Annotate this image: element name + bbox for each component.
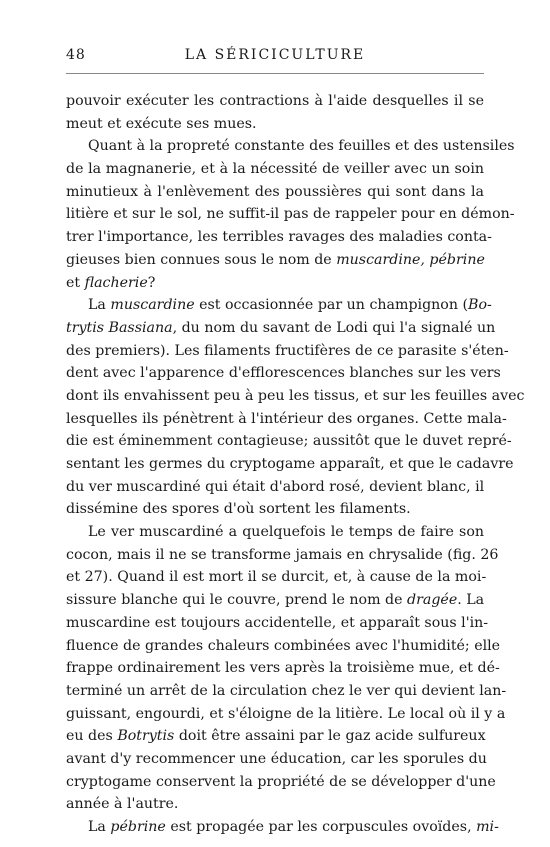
text-run: La <box>88 297 111 314</box>
text-run: est occasionnée par un champignon ( <box>194 297 469 314</box>
text-run: dissémine des spores d'où sortent les filaments. <box>66 501 411 518</box>
text-run: ? <box>147 274 156 291</box>
text-run: pouvoir exécuter les contractions à l'aide desquelles il se <box>66 93 484 109</box>
text-line <box>66 612 489 635</box>
text-run: meut et exécute ses mues. <box>66 115 257 132</box>
text-line <box>66 135 515 158</box>
text-run: , du nom du savant de Lodi qui l'a signalé un <box>172 319 496 336</box>
text-run: Quant à la propreté constante des feuilles et des ustensiles <box>88 138 515 155</box>
text-line <box>66 635 501 658</box>
text-run: du ver muscardiné qui était d'abord rosé, devient blanc, il <box>66 478 485 495</box>
text-run: sentant les germes du cryptogame apparaît, et que le cadavre <box>66 456 514 472</box>
text-run: trer l'importance, les terribles ravages des maladies conta- <box>66 229 492 246</box>
text-run: sissure blanche qui le couvre, prend le nom de <box>66 592 408 609</box>
text-line <box>66 203 515 226</box>
text-line <box>66 657 500 680</box>
text-line <box>66 340 509 363</box>
text-line <box>66 249 484 272</box>
text-line <box>66 317 496 340</box>
italic-term: trytis Bassiana <box>66 319 173 336</box>
text-line <box>66 703 506 726</box>
text-run: fluence de grandes chaleurs combinées avec l'humidité; elle <box>66 637 501 654</box>
text-line <box>66 158 484 181</box>
italic-term: muscardine, pébrine <box>336 251 485 268</box>
text-run: eu des <box>66 728 118 745</box>
text-line <box>66 793 484 816</box>
text-run: est propagée par les corpuscules ovoïdes, <box>165 819 477 835</box>
italic-term: dragée <box>407 592 458 609</box>
text-line <box>66 90 484 113</box>
text-line <box>66 181 484 204</box>
text-line <box>66 725 484 748</box>
text-run: frappe ordinairement les vers après la troisième mue, et dé- <box>66 660 500 677</box>
text-line <box>66 498 484 521</box>
text-line <box>66 113 484 136</box>
text-run: guissant, engourdi, et s'éloigne de la litière. Le local où il y a <box>66 705 506 722</box>
text-line <box>66 272 484 295</box>
text-run: Le ver muscardiné a quelquefois le temps de faire son <box>88 524 484 541</box>
text-line <box>66 544 499 567</box>
italic-term: muscardine <box>110 297 195 314</box>
text-run: cryptogame conservent la propriété de se développer d'une <box>66 773 496 790</box>
text-line <box>66 430 512 453</box>
text-line <box>66 476 484 499</box>
header-rule <box>66 73 484 74</box>
italic-term: pébrine <box>110 819 166 835</box>
text-run: avant d'y recommencer une éducation, car les sporules du <box>66 750 487 767</box>
body-text <box>66 90 525 839</box>
text-run: et <box>66 274 85 291</box>
text-run: de la magnanerie, et à la nécessité de veiller avec un soin <box>66 161 484 178</box>
text-line <box>66 226 492 249</box>
text-run: et 27). Quand il est mort il se durcit, et, à cause de la moi- <box>66 569 487 586</box>
italic-term: Botrytis <box>117 728 175 745</box>
text-run: dont ils envahissent peu à peu les tissus, et sur les feuilles avec <box>66 387 525 404</box>
text-run: doit être assaini par le gaz acide sulfureux <box>174 728 486 745</box>
running-title: LA SÉRICICULTURE <box>184 47 366 63</box>
text-run: muscardine est toujours accidentelle, et apparaît sous l'in- <box>66 614 489 631</box>
text-run: minutieux à l'enlèvement des poussières qui sont dans la <box>66 183 484 200</box>
text-line <box>66 294 492 317</box>
text-run: dent avec l'apparence d'efflorescences blanches sur les vers <box>66 365 501 382</box>
text-line <box>66 589 484 612</box>
text-line <box>66 385 525 408</box>
text-run: die est éminemment contagieuse; aussitôt que le duvet repré- <box>66 433 512 450</box>
text-run: gieuses bien connues sous le nom de <box>66 251 337 268</box>
italic-term: mi- <box>476 819 499 835</box>
page-number: 48 <box>66 47 86 63</box>
text-line <box>66 521 484 544</box>
text-run: La <box>88 819 111 835</box>
text-line <box>66 566 487 589</box>
text-run: . La <box>457 592 485 609</box>
text-line <box>66 771 496 794</box>
text-line <box>66 748 487 771</box>
text-run: cocon, mais il ne se transforme jamais en chrysalide (fig. 26 <box>66 546 499 563</box>
text-run: lesquelles ils pénètrent à l'intérieur des organes. Cette mala- <box>66 410 507 427</box>
text-line <box>66 680 507 703</box>
text-run: des premiers). Les filaments fructifères de ce parasite s'éten- <box>66 342 509 359</box>
text-run: année à l'autre. <box>66 796 179 813</box>
text-run: litière et sur le sol, ne suffit-il pas de rappeler pour en démon- <box>66 206 515 223</box>
page-header <box>66 47 484 69</box>
italic-term: flacherie <box>84 274 148 291</box>
text-line <box>66 362 501 385</box>
text-line <box>66 453 514 476</box>
text-run: terminé un arrêt de la circulation chez le ver qui devient lan- <box>66 682 507 699</box>
italic-term: Bo- <box>468 297 492 314</box>
text-line <box>66 816 499 839</box>
text-line <box>66 408 507 431</box>
